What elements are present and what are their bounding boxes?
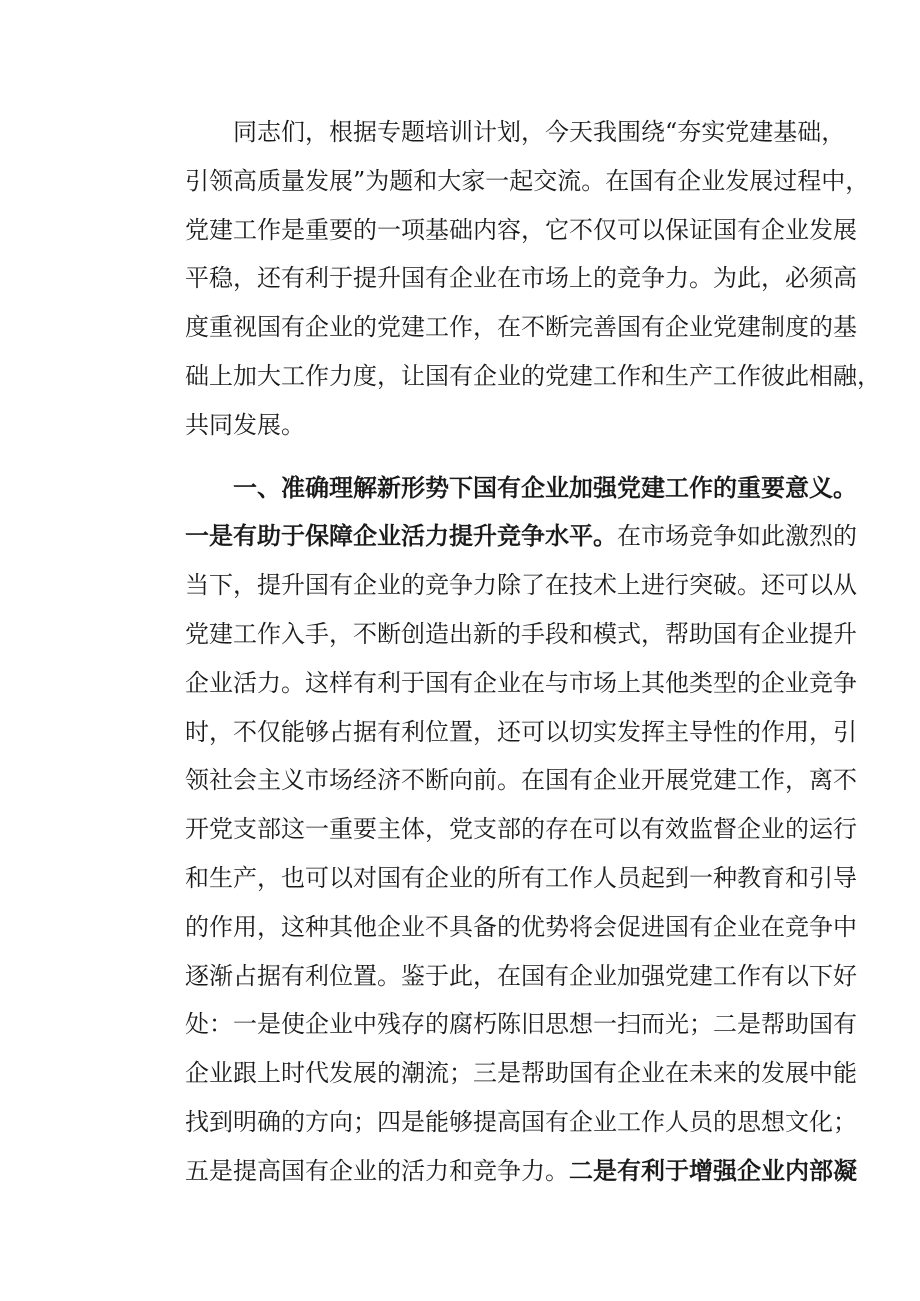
- point-1-line: [137, 512, 857, 561]
- point-1-title: 一是有助于保障企业活力提升竞争水平。: [185, 522, 617, 551]
- intro-line: 引领高质量发展”为题和大家一起交流。在国有企业发展过程中，: [185, 166, 870, 195]
- body-line: 企业活力。这样有利于国有企业在与市场上其他类型的企业竞争: [185, 668, 857, 697]
- intro-line: 平稳，还有利于提升国有企业在市场上的竞争力。为此，必须高: [185, 264, 857, 293]
- body-line: 党建工作入手，不断创造出新的手段和模式，帮助国有企业提升: [185, 619, 857, 648]
- body-line: 企业跟上时代发展的潮流；三是帮助国有企业在未来的发展中能: [185, 1059, 857, 1088]
- body-line: 处：一是使企业中残存的腐朽陈旧思想一扫而光；二是帮助国有: [185, 1010, 857, 1039]
- body-line: 逐渐占据有利位置。鉴于此，在国有企业加强党建工作有以下好: [185, 961, 857, 990]
- point-1-text: 在市场竞争如此激烈的: [617, 522, 857, 551]
- body-line-final: [137, 1147, 857, 1196]
- intro-line: 度重视国有企业的党建工作，在不断完善国有企业党建制度的基: [185, 313, 857, 342]
- intro-line: 同志们，根据专题培训计划，今天我围绕“夯实党建基础，: [233, 118, 846, 146]
- document-body: [137, 108, 881, 1196]
- body-line: 的作用，这种其他企业不具备的优势将会促进国有企业在竞争中: [185, 912, 857, 941]
- body-line: 和生产，也可以对国有企业的所有工作人员起到一种教育和引导: [185, 863, 857, 892]
- section-1: [137, 464, 857, 1196]
- intro-paragraph: [137, 108, 881, 450]
- point-1-closing: 五是提高国有企业的活力和竞争力。: [185, 1156, 569, 1185]
- body-line: 开党支部这一重要主体，党支部的存在可以有效监督企业的运行: [185, 815, 857, 844]
- body-line: 时，不仅能够占据有利位置，还可以切实发挥主导性的作用，引: [185, 717, 857, 746]
- intro-line: 党建工作是重要的一项基础内容，它不仅可以保证国有企业发展: [185, 215, 857, 244]
- body-line: 领社会主义市场经济不断向前。在国有企业开展党建工作，离不: [185, 766, 857, 795]
- intro-line: 础上加大工作力度，让国有企业的党建工作和生产工作彼此相融，: [185, 361, 881, 390]
- body-line: 找到明确的方向；四是能够提高国有企业工作人员的思想文化；: [185, 1107, 857, 1136]
- section-1-heading: 一、准确理解新形势下国有企业加强党建工作的重要意义。: [233, 473, 857, 502]
- intro-line: 共同发展。: [185, 410, 305, 439]
- body-line: 当下，提升国有企业的竞争力除了在技术上进行突破。还可以从: [185, 571, 857, 600]
- point-2-title: 二是有利于增强企业内部凝: [569, 1156, 857, 1185]
